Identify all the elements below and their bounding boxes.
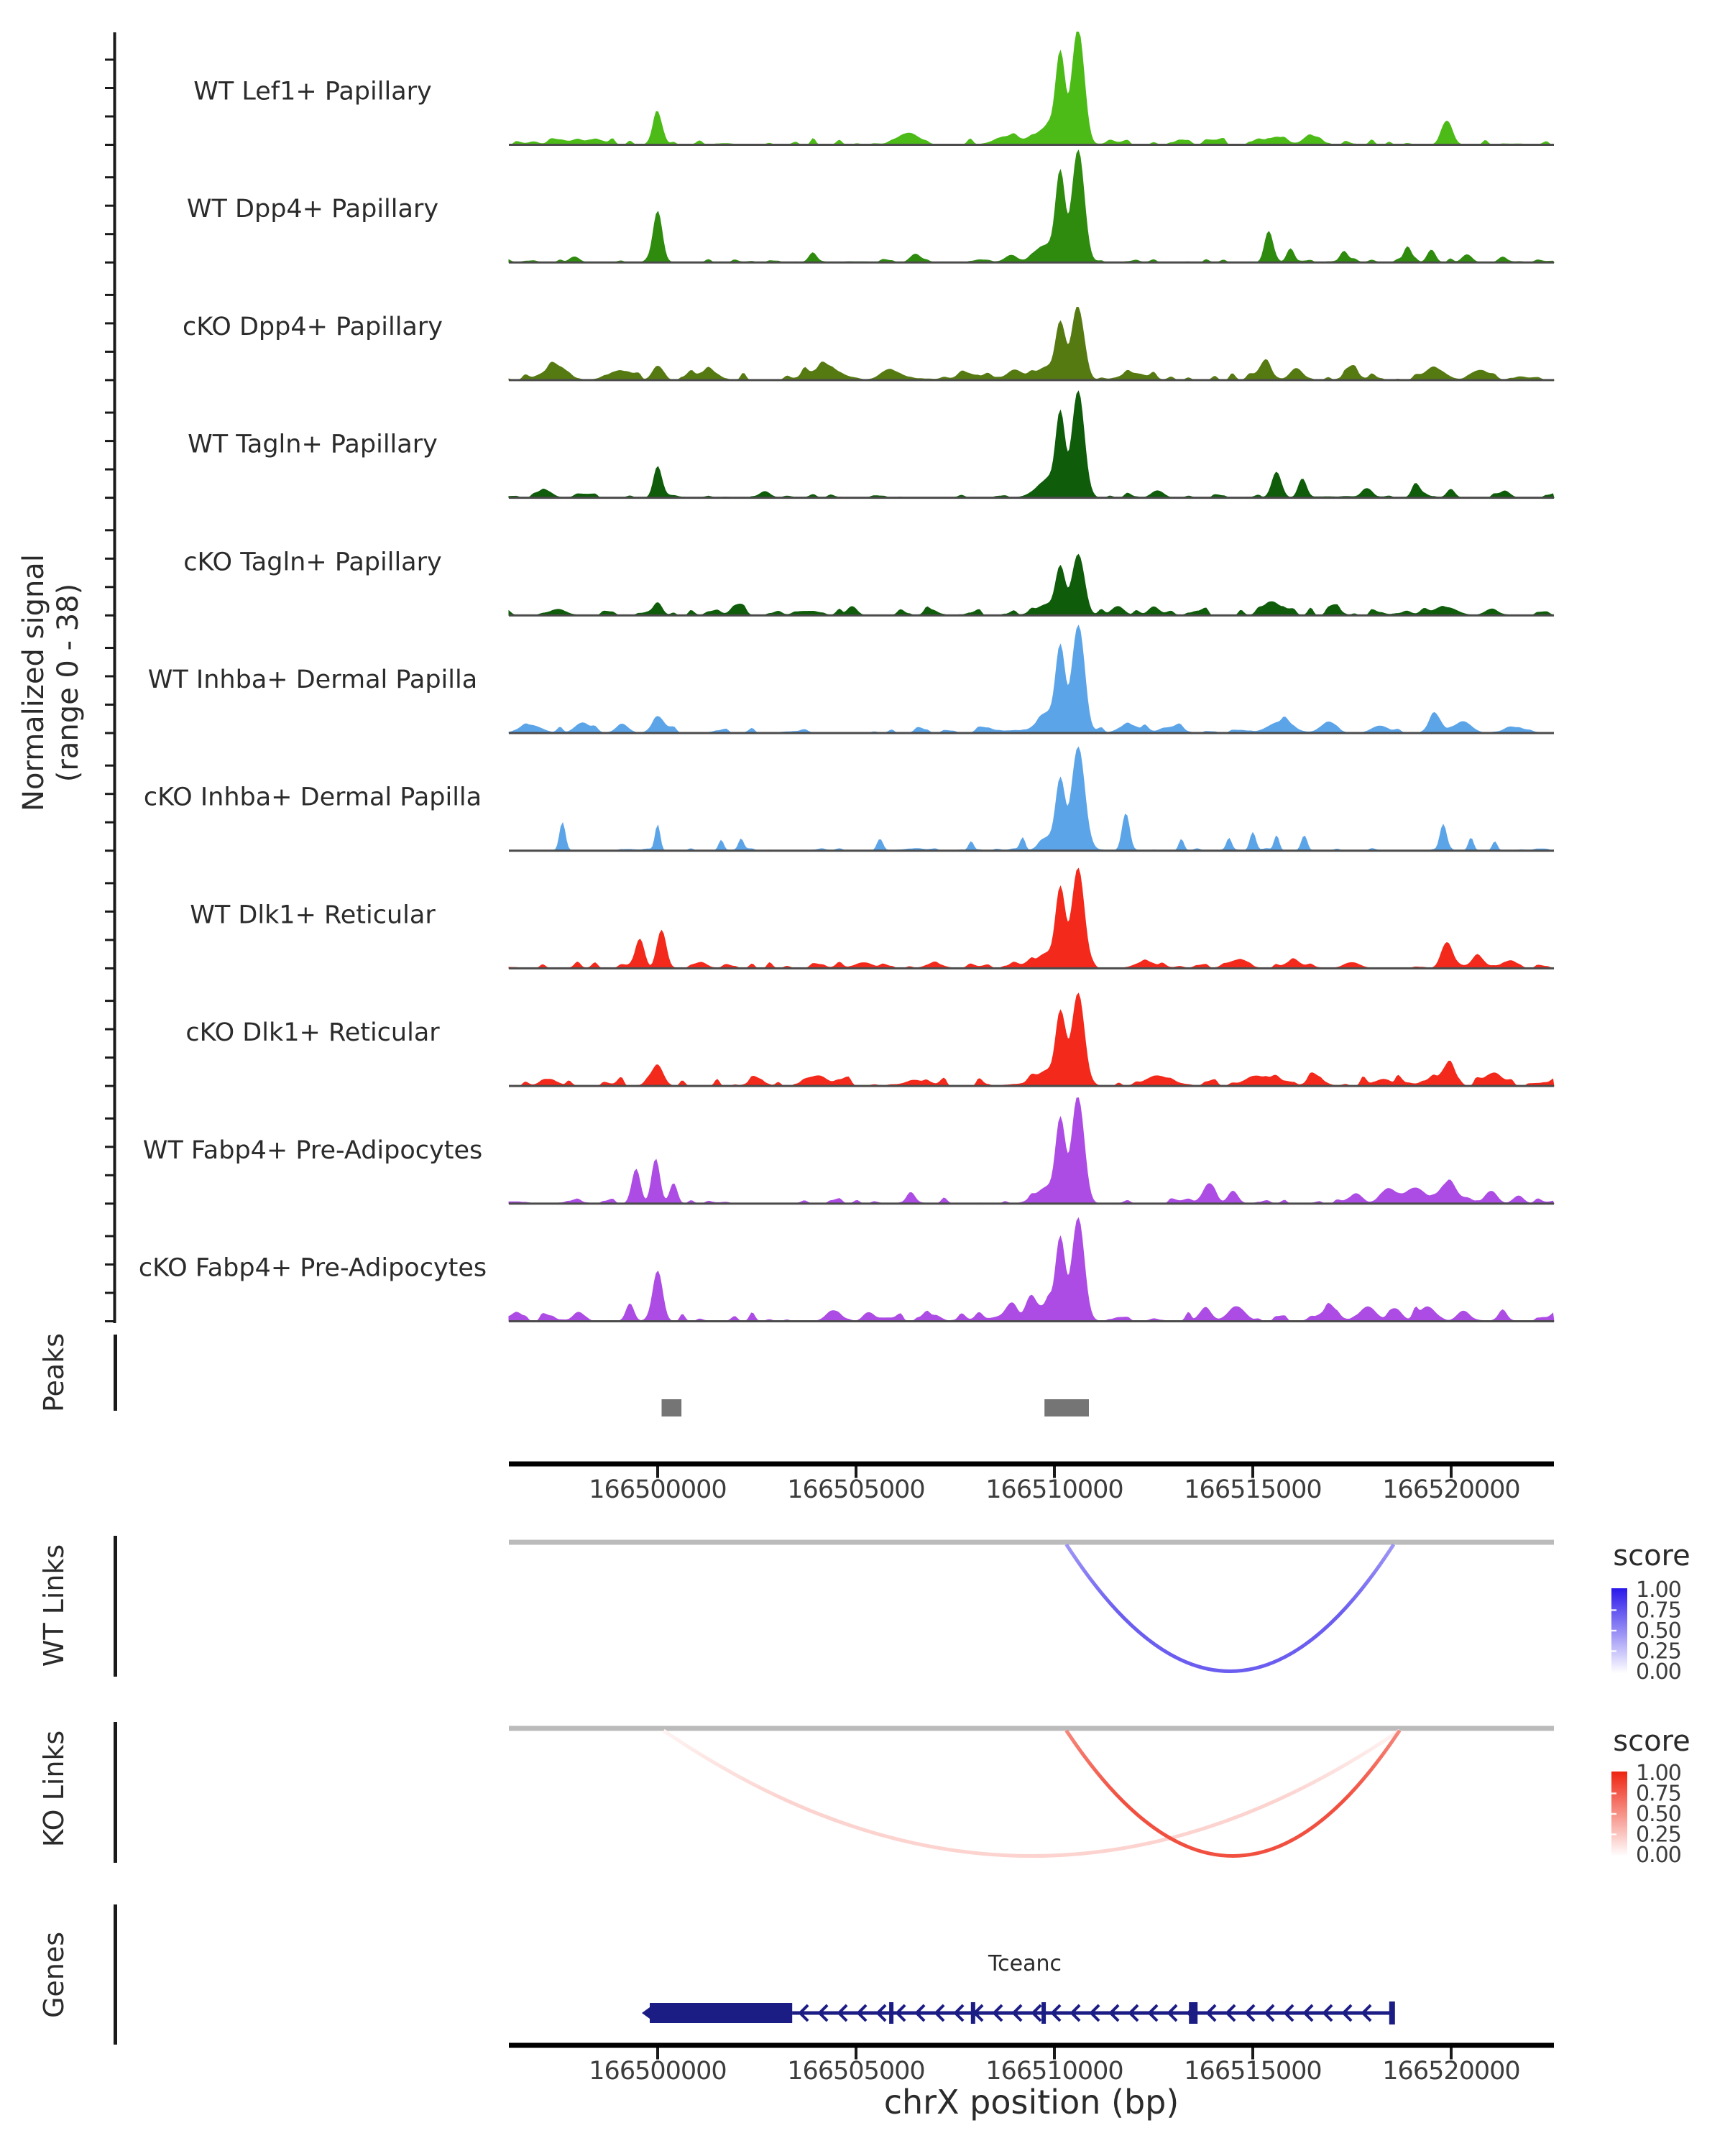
genome-axis-bottom bbox=[509, 2043, 1554, 2086]
track-baseline bbox=[509, 849, 1554, 852]
track-label: WT Inhba+ Dermal Papilla bbox=[147, 665, 478, 694]
signal-y-axis-tick bbox=[105, 469, 114, 471]
coverage-track bbox=[188, 391, 1554, 499]
track-baseline bbox=[509, 1320, 1554, 1322]
signal-y-axis-tick bbox=[105, 233, 114, 235]
legend-tick-label: 0.75 bbox=[1636, 1598, 1681, 1623]
coverage-track bbox=[139, 1218, 1554, 1322]
ko-links-panel-label: KO Links bbox=[38, 1730, 70, 1848]
signal-y-axis-tick bbox=[105, 59, 114, 61]
coverage-track bbox=[190, 868, 1554, 969]
link-arc bbox=[1067, 1731, 1400, 1856]
signal-y-axis-tick bbox=[105, 262, 114, 264]
peak-interval bbox=[1044, 1399, 1089, 1416]
signal-y-axis-tick bbox=[105, 1320, 114, 1322]
track-baseline bbox=[509, 1202, 1554, 1204]
track-label: cKO Tagln+ Papillary bbox=[183, 548, 442, 577]
track-label: cKO Dpp4+ Papillary bbox=[183, 312, 443, 341]
signal-y-axis-tick bbox=[105, 116, 114, 118]
track-label: WT Dlk1+ Reticular bbox=[190, 900, 436, 930]
signal-y-axis-tick bbox=[105, 911, 114, 913]
legend-colorbar-tick bbox=[1611, 1813, 1616, 1815]
track-label: cKO Dlk1+ Reticular bbox=[185, 1018, 440, 1048]
signal-y-axis-tick bbox=[105, 586, 114, 588]
signal-y-axis-tick bbox=[105, 412, 114, 414]
signal-y-axis-tick bbox=[105, 1056, 114, 1059]
signal-y-axis-tick bbox=[105, 1263, 114, 1266]
track-signal-area bbox=[509, 555, 1554, 616]
track-signal-area bbox=[509, 391, 1554, 497]
legend-tick-label: 0.50 bbox=[1636, 1618, 1681, 1644]
signal-y-axis-tick bbox=[105, 1235, 114, 1238]
gene-exon-tick bbox=[889, 2002, 893, 2024]
track-baseline bbox=[509, 497, 1554, 499]
genome-axis-line bbox=[509, 1462, 1554, 1467]
signal-axis-label-line1: Normalized signal bbox=[17, 554, 50, 811]
genome-axis-tick-label: 166505000 bbox=[787, 2057, 925, 2086]
signal-y-axis-tick bbox=[105, 1146, 114, 1148]
track-baseline bbox=[509, 1085, 1554, 1087]
genome-axis-tick-label: 166515000 bbox=[1184, 2057, 1322, 2086]
genome-axis-tick-label: 166515000 bbox=[1184, 1475, 1322, 1504]
track-signal-area bbox=[509, 1098, 1554, 1204]
track-baseline bbox=[509, 379, 1554, 381]
track-signal-area bbox=[509, 308, 1554, 380]
coverage-track bbox=[148, 625, 1554, 734]
genome-axis-line bbox=[509, 2043, 1554, 2048]
track-baseline bbox=[509, 144, 1554, 146]
ko-links-panel bbox=[114, 1722, 1681, 1868]
track-signal-area bbox=[509, 747, 1554, 851]
legend-tick-label: 0.75 bbox=[1636, 1781, 1681, 1807]
links-panel-top-line bbox=[509, 1540, 1554, 1545]
signal-y-axis-tick bbox=[105, 676, 114, 678]
signal-y-axis-tick bbox=[105, 322, 114, 324]
signal-y-axis-tick bbox=[105, 821, 114, 824]
signal-y-axis-tick bbox=[105, 176, 114, 178]
signal-y-axis-tick bbox=[105, 1174, 114, 1176]
peaks-panel bbox=[114, 1335, 1089, 1416]
signal-y-axis-tick bbox=[105, 765, 114, 767]
signal-y-axis-tick bbox=[105, 1202, 114, 1204]
track-label: WT Lef1+ Papillary bbox=[193, 77, 432, 106]
x-axis-title: chrX position (bp) bbox=[883, 2083, 1179, 2122]
signal-y-axis-tick bbox=[105, 144, 114, 146]
signal-y-axis-tick bbox=[105, 558, 114, 560]
legend-colorbar-tick bbox=[1611, 1792, 1616, 1794]
signal-y-axis-tick bbox=[105, 732, 114, 734]
signal-y-axis-tick bbox=[105, 1000, 114, 1002]
legend-colorbar-tick bbox=[1611, 1650, 1616, 1651]
peaks-panel-label: Peaks bbox=[38, 1332, 70, 1413]
genome-axis-tick-label: 166500000 bbox=[589, 2057, 727, 2086]
signal-y-axis-tick bbox=[105, 1028, 114, 1031]
gene-exon-box bbox=[650, 2003, 792, 2023]
track-signal-area bbox=[509, 868, 1554, 968]
genome-axis-tick-label: 166510000 bbox=[985, 2057, 1123, 2086]
coverage-tracks bbox=[139, 32, 1554, 1323]
coverage-track bbox=[183, 548, 1554, 617]
track-signal-area bbox=[509, 625, 1554, 733]
coverage-track bbox=[193, 32, 1554, 147]
wt-links-panel-label: WT Links bbox=[38, 1544, 70, 1667]
genome-axis-tick-label: 166520000 bbox=[1382, 1475, 1520, 1504]
peaks-panel-axis-line bbox=[114, 1335, 117, 1411]
signal-y-axis-tick bbox=[105, 205, 114, 207]
signal-y-axis-tick bbox=[105, 1085, 114, 1087]
track-baseline bbox=[509, 262, 1554, 264]
legend-colorbar-tick bbox=[1611, 1833, 1616, 1835]
coverage-track bbox=[187, 150, 1554, 263]
legend-colorbar-tick bbox=[1611, 1630, 1616, 1631]
track-signal-area bbox=[509, 993, 1554, 1086]
track-baseline bbox=[509, 614, 1554, 617]
legend-tick-label: 0.00 bbox=[1636, 1843, 1681, 1868]
signal-y-axis-tick bbox=[105, 1118, 114, 1120]
legend-colorbar-tick bbox=[1611, 1609, 1616, 1611]
signal-y-axis-tick bbox=[105, 614, 114, 617]
track-label: cKO Inhba+ Dermal Papilla bbox=[143, 783, 482, 812]
genome-axis-tick-label: 166510000 bbox=[985, 1475, 1123, 1504]
signal-y-axis bbox=[105, 32, 116, 1323]
track-baseline bbox=[509, 732, 1554, 734]
genes-panel-axis-line bbox=[114, 1904, 117, 2045]
signal-y-axis-tick bbox=[105, 967, 114, 969]
link-arc bbox=[663, 1731, 1399, 1856]
peak-interval bbox=[662, 1399, 682, 1416]
track-label: WT Tagln+ Papillary bbox=[188, 430, 438, 459]
ko-links-legend-title: score bbox=[1613, 1725, 1690, 1758]
genome-axis-top bbox=[509, 1462, 1554, 1505]
gene-exon-tick bbox=[971, 2002, 975, 2024]
signal-y-axis-tick bbox=[105, 704, 114, 706]
track-signal-area bbox=[509, 32, 1554, 145]
gene-end-bar bbox=[1389, 2001, 1395, 2024]
legend-tick-label: 0.00 bbox=[1636, 1659, 1681, 1685]
signal-y-axis-tick bbox=[105, 793, 114, 795]
signal-y-axis-tick bbox=[105, 87, 114, 89]
legend-tick-label: 0.25 bbox=[1636, 1639, 1681, 1664]
signal-y-axis-tick bbox=[105, 379, 114, 381]
gene-strand-arrowhead bbox=[642, 2007, 650, 2019]
signal-axis-label-line2: (range 0 - 38) bbox=[52, 583, 85, 783]
signal-y-axis-tick bbox=[105, 529, 114, 531]
track-signal-area bbox=[509, 150, 1554, 262]
signal-y-axis-tick bbox=[105, 497, 114, 499]
track-baseline bbox=[509, 967, 1554, 969]
link-arc bbox=[1067, 1544, 1394, 1672]
legend-tick-label: 0.25 bbox=[1636, 1822, 1681, 1848]
genome-axis-tick-label: 166505000 bbox=[787, 1475, 925, 1504]
coverage-track bbox=[143, 1098, 1554, 1205]
track-label: WT Fabp4+ Pre-Adipocytes bbox=[142, 1135, 483, 1165]
wt-links-legend-title: score bbox=[1613, 1539, 1690, 1572]
signal-y-axis-tick bbox=[105, 440, 114, 442]
legend-tick-label: 1.00 bbox=[1636, 1761, 1681, 1786]
signal-y-axis-tick bbox=[105, 1292, 114, 1294]
wt-links-panel bbox=[114, 1536, 1681, 1685]
coverage-track bbox=[185, 993, 1554, 1087]
signal-y-axis-tick bbox=[105, 351, 114, 353]
signal-y-axis-line bbox=[114, 32, 116, 1323]
genome-axis-tick-label: 166520000 bbox=[1382, 2057, 1520, 2086]
genes-panel-label: Genes bbox=[38, 1931, 70, 2019]
genome-axis-tick-label: 166500000 bbox=[589, 1475, 727, 1504]
genes-panel bbox=[114, 1904, 1395, 2045]
signal-y-axis-tick bbox=[105, 294, 114, 296]
signal-y-axis-tick bbox=[105, 882, 114, 884]
gene-name-label: Tceanc bbox=[988, 1951, 1062, 1976]
track-label: WT Dpp4+ Papillary bbox=[186, 195, 439, 224]
legend-tick-label: 1.00 bbox=[1636, 1577, 1681, 1603]
legend-tick-label: 0.50 bbox=[1636, 1802, 1681, 1827]
links-panel-axis-line bbox=[114, 1536, 117, 1677]
links-panel-axis-line bbox=[114, 1722, 117, 1863]
signal-y-axis-tick bbox=[105, 939, 114, 941]
signal-y-axis-tick bbox=[105, 647, 114, 649]
gene-exon-tick bbox=[1041, 2002, 1046, 2024]
signal-y-axis-tick bbox=[105, 849, 114, 852]
coverage-track bbox=[183, 308, 1554, 382]
track-signal-area bbox=[509, 1218, 1554, 1322]
gene-exon-tick-wide bbox=[1189, 2002, 1197, 2024]
track-label: cKO Fabp4+ Pre-Adipocytes bbox=[138, 1253, 487, 1283]
coverage-track bbox=[144, 747, 1554, 852]
